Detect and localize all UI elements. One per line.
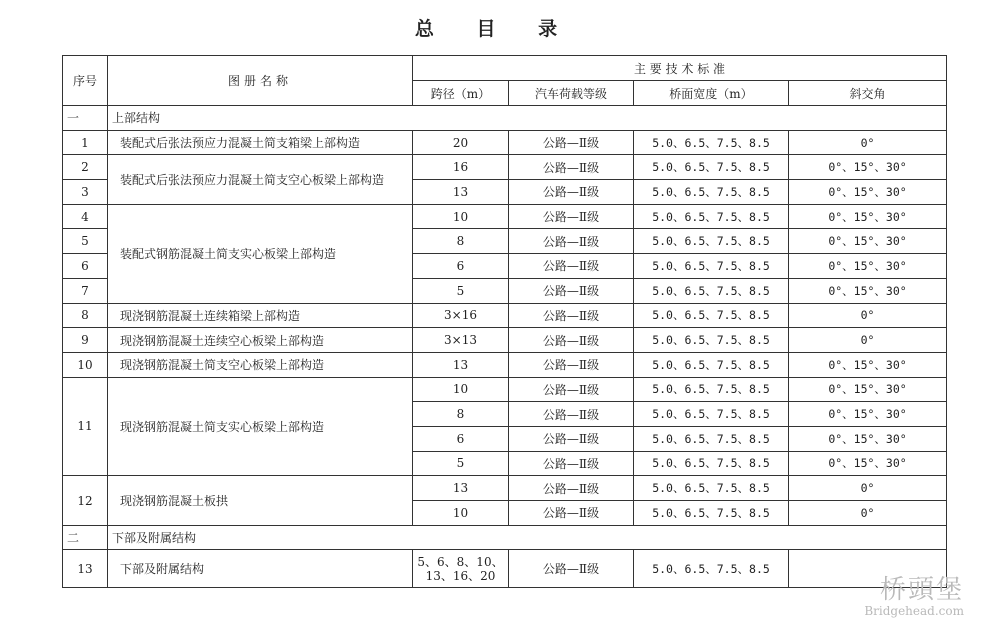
header-load: 汽车荷载等级 (509, 81, 634, 106)
load-cell: 公路—Ⅱ级 (509, 180, 634, 205)
width-cell: 5.0、6.5、7.5、8.5 (634, 303, 789, 328)
load-cell: 公路—Ⅱ级 (509, 278, 634, 303)
item-seq: 9 (63, 328, 108, 353)
table-row (63, 130, 947, 155)
section-title: 上部结构 (108, 106, 947, 131)
load-cell: 公路—Ⅱ级 (509, 303, 634, 328)
span-cell: 3×16 (413, 303, 509, 328)
item-name: 现浇钢筋混凝土简支空心板梁上部构造 (108, 352, 413, 377)
width-cell: 5.0、6.5、7.5、8.5 (634, 328, 789, 353)
width-cell: 5.0、6.5、7.5、8.5 (634, 451, 789, 476)
item-seq: 6 (63, 254, 108, 279)
item-seq: 2 (63, 155, 108, 180)
span-cell: 5 (413, 278, 509, 303)
item-seq: 3 (63, 180, 108, 205)
span-cell: 13 (413, 180, 509, 205)
span-cell: 20 (413, 130, 509, 155)
width-cell: 5.0、6.5、7.5、8.5 (634, 180, 789, 205)
item-name: 现浇钢筋混凝土简支实心板梁上部构造 (108, 377, 413, 476)
load-cell: 公路—Ⅱ级 (509, 155, 634, 180)
span-cell: 6 (413, 426, 509, 451)
width-cell: 5.0、6.5、7.5、8.5 (634, 476, 789, 501)
item-name: 现浇钢筋混凝土连续箱梁上部构造 (108, 303, 413, 328)
load-cell: 公路—Ⅱ级 (509, 204, 634, 229)
load-cell: 公路—Ⅱ级 (509, 426, 634, 451)
table-row (63, 550, 947, 588)
width-cell: 5.0、6.5、7.5、8.5 (634, 550, 789, 588)
load-cell: 公路—Ⅱ级 (509, 254, 634, 279)
header-name: 图册名称 (108, 56, 413, 106)
skew-cell: 0° (789, 130, 947, 155)
skew-cell: 0° (789, 476, 947, 501)
skew-cell: 0°、15°、30° (789, 377, 947, 402)
span-cell: 13 (413, 352, 509, 377)
table-row (63, 155, 947, 180)
load-cell: 公路—Ⅱ级 (509, 451, 634, 476)
toc-table (62, 55, 947, 588)
skew-cell: 0°、15°、30° (789, 204, 947, 229)
item-name: 装配式钢筋混凝土简支实心板梁上部构造 (108, 204, 413, 303)
table-row (63, 377, 947, 402)
section-number: 二 (63, 525, 108, 550)
table-row (63, 303, 947, 328)
watermark-logo: 桥頭堡 (879, 575, 964, 605)
item-seq: 8 (63, 303, 108, 328)
item-name: 装配式后张法预应力混凝土简支空心板梁上部构造 (108, 155, 413, 204)
watermark (864, 569, 964, 618)
load-cell: 公路—Ⅱ级 (509, 377, 634, 402)
span-cell: 8 (413, 229, 509, 254)
table-row (63, 352, 947, 377)
item-seq: 5 (63, 229, 108, 254)
width-cell: 5.0、6.5、7.5、8.5 (634, 426, 789, 451)
load-cell: 公路—Ⅱ级 (509, 130, 634, 155)
section-row (63, 525, 947, 550)
table-row (63, 476, 947, 501)
width-cell: 5.0、6.5、7.5、8.5 (634, 501, 789, 526)
item-seq: 13 (63, 550, 108, 588)
span-cell: 6 (413, 254, 509, 279)
table-row (63, 204, 947, 229)
section-row (63, 106, 947, 131)
width-cell: 5.0、6.5、7.5、8.5 (634, 254, 789, 279)
load-cell: 公路—Ⅱ级 (509, 328, 634, 353)
skew-cell: 0°、15°、30° (789, 254, 947, 279)
skew-cell: 0°、15°、30° (789, 155, 947, 180)
span-cell: 3×13 (413, 328, 509, 353)
header-standards: 主 要 技 术 标 准 (413, 56, 947, 81)
item-seq: 10 (63, 352, 108, 377)
width-cell: 5.0、6.5、7.5、8.5 (634, 402, 789, 427)
width-cell: 5.0、6.5、7.5、8.5 (634, 352, 789, 377)
span-cell: 5、6、8、10、 13、16、20 (413, 550, 509, 588)
width-cell: 5.0、6.5、7.5、8.5 (634, 278, 789, 303)
watermark-url: Bridgehead.com (864, 604, 964, 618)
load-cell: 公路—Ⅱ级 (509, 501, 634, 526)
span-cell: 13 (413, 476, 509, 501)
item-name: 下部及附属结构 (108, 550, 413, 588)
skew-cell: 0°、15°、30° (789, 426, 947, 451)
load-cell: 公路—Ⅱ级 (509, 402, 634, 427)
width-cell: 5.0、6.5、7.5、8.5 (634, 377, 789, 402)
width-cell: 5.0、6.5、7.5、8.5 (634, 229, 789, 254)
header-width: 桥面宽度（m） (634, 81, 789, 106)
span-cell: 10 (413, 204, 509, 229)
skew-cell: 0°、15°、30° (789, 352, 947, 377)
skew-cell: 0° (789, 303, 947, 328)
section-title: 下部及附属结构 (108, 525, 947, 550)
item-name: 现浇钢筋混凝土板拱 (108, 476, 413, 525)
item-name: 装配式后张法预应力混凝土简支箱梁上部构造 (108, 130, 413, 155)
item-seq: 1 (63, 130, 108, 155)
skew-cell: 0°、15°、30° (789, 402, 947, 427)
skew-cell: 0°、15°、30° (789, 278, 947, 303)
item-name: 现浇钢筋混凝土连续空心板梁上部构造 (108, 328, 413, 353)
skew-cell: 0° (789, 501, 947, 526)
load-cell: 公路—Ⅱ级 (509, 229, 634, 254)
width-cell: 5.0、6.5、7.5、8.5 (634, 155, 789, 180)
span-cell: 8 (413, 402, 509, 427)
width-cell: 5.0、6.5、7.5、8.5 (634, 204, 789, 229)
item-seq: 12 (63, 476, 108, 525)
span-cell: 10 (413, 377, 509, 402)
load-cell: 公路—Ⅱ级 (509, 352, 634, 377)
skew-cell: 0° (789, 328, 947, 353)
skew-cell: 0°、15°、30° (789, 180, 947, 205)
item-seq: 11 (63, 377, 108, 476)
table-row (63, 328, 947, 353)
load-cell: 公路—Ⅱ级 (509, 550, 634, 588)
width-cell: 5.0、6.5、7.5、8.5 (634, 130, 789, 155)
header-skew: 斜交角 (789, 81, 947, 106)
span-cell: 10 (413, 501, 509, 526)
section-number: 一 (63, 106, 108, 131)
span-cell: 5 (413, 451, 509, 476)
skew-cell: 0°、15°、30° (789, 451, 947, 476)
skew-cell: 0°、15°、30° (789, 229, 947, 254)
item-seq: 7 (63, 278, 108, 303)
header-seq: 序号 (63, 56, 108, 106)
span-cell: 16 (413, 155, 509, 180)
item-seq: 4 (63, 204, 108, 229)
page-title: 总 目 录 (414, 18, 576, 40)
header-span: 跨径（m） (413, 81, 509, 106)
load-cell: 公路—Ⅱ级 (509, 476, 634, 501)
